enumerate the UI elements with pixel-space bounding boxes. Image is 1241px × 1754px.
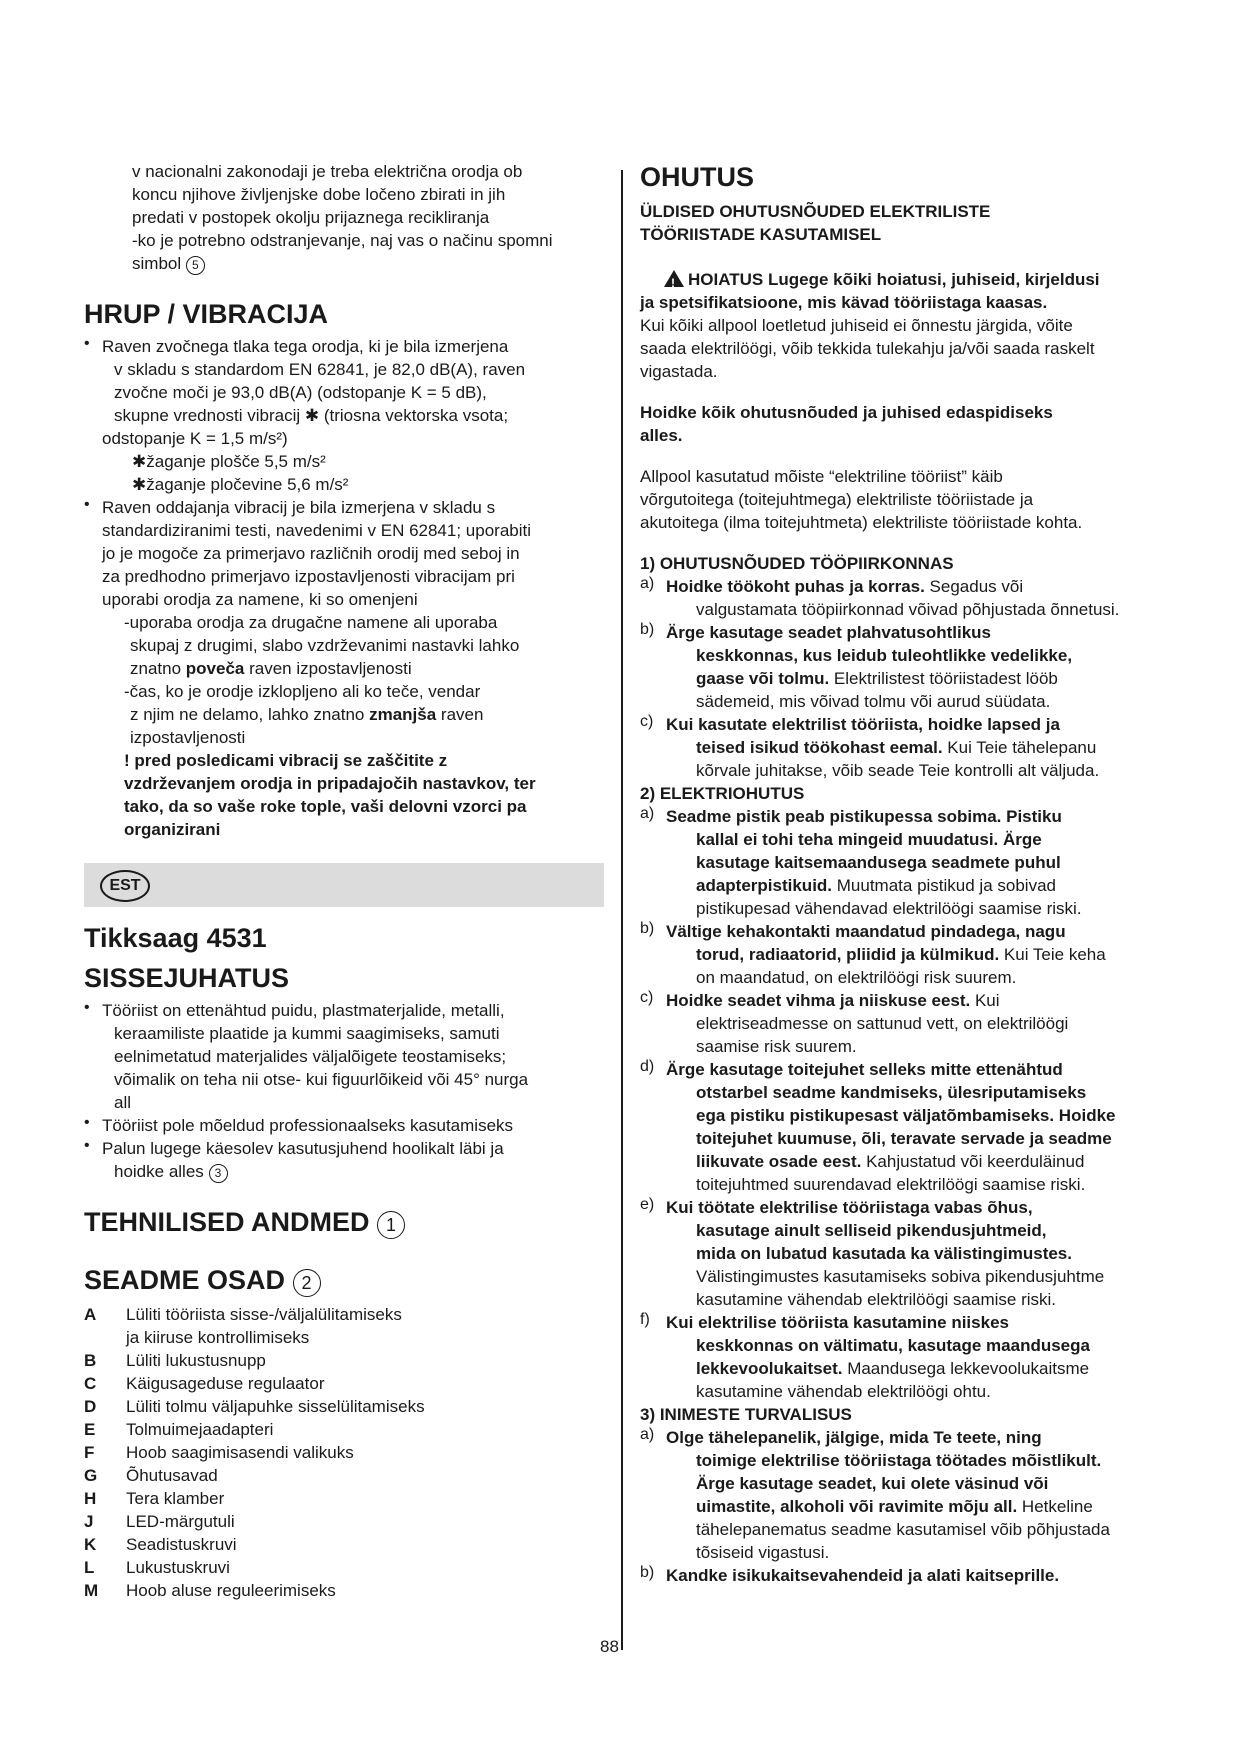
bullet-item xyxy=(84,335,604,496)
list-item xyxy=(640,805,1200,920)
text-line xyxy=(666,989,1200,1012)
text-line: kasutamine vähendab elektrilöögi saamise riski. xyxy=(696,1290,1057,1309)
part-letter: L xyxy=(84,1558,95,1577)
text-line: skupne vrednosti vibracij ✱ (triosna vektorska vsota; xyxy=(114,406,509,425)
part-label: Seadistuskruvi xyxy=(126,1535,237,1554)
text-line: saamise risk suurem. xyxy=(696,1037,857,1056)
text-fragment: Hoidke seadet vihma ja niiskuse eest. xyxy=(666,991,971,1010)
part-label: ja kiiruse kontrollimiseks xyxy=(126,1328,310,1347)
text-fragment: adapterpistikuid. xyxy=(696,876,833,895)
text-fragment: uimastite, alkoholi või ravimite mõju all. xyxy=(696,1497,1018,1516)
part-label: LED-märgutuli xyxy=(126,1512,235,1531)
text-fragment: raven izpostavljenosti xyxy=(244,659,412,678)
part-letter: G xyxy=(84,1466,98,1485)
part-letter xyxy=(84,1326,126,1349)
text-line: tõsiseid vigastusi. xyxy=(696,1543,830,1562)
text-line xyxy=(640,268,1200,291)
list-item xyxy=(640,989,1200,1058)
item-label: f) xyxy=(640,1311,650,1328)
text-line xyxy=(666,1150,1200,1173)
list-item xyxy=(640,575,1200,621)
text-line: Ärge kasutage toitejuhet selleks mitte ettenähtud xyxy=(666,1060,1063,1079)
text-line: organizirani xyxy=(124,820,221,839)
page-number: 88 xyxy=(600,1637,619,1656)
text-line: uporabi orodja za namene, ki so omenjeni xyxy=(102,590,418,609)
text-line: ! pred posledicami vibracij se zaščitite z xyxy=(124,751,448,770)
section-title-sissejuhatus: SISSEJUHATUS xyxy=(84,963,290,993)
text-fragment: Kahjustatud või keerduläinud xyxy=(861,1152,1085,1171)
section-title-hrup: HRUP / VIBRACIJA xyxy=(84,299,329,329)
list-item xyxy=(640,1058,1200,1196)
text-fragment: znatno xyxy=(130,659,186,678)
text-line: saada elektrilöögi, võib tekkida tulekahju ja/või saada raskelt xyxy=(640,339,1095,358)
text-line: standardiziranimi testi, navedenimi v EN 62841; uporabiti xyxy=(102,521,532,540)
text-fragment: liikuvate osade eest. xyxy=(696,1152,862,1171)
text-line: kõrvale juhitakse, võib seade Teie kontrolli alt väljuda. xyxy=(696,761,1100,780)
item-label: a) xyxy=(640,805,655,822)
subheading-line: TÖÖRIISTADE KASUTAMISEL xyxy=(640,225,882,244)
text-line xyxy=(666,874,1200,897)
language-badge: EST xyxy=(100,870,150,902)
text-line: skupaj z drugimi, slabo vzdrževanimi nastavki lahko xyxy=(130,636,520,655)
text-line: za predhodno primerjavo izpostavljenosti vibracijam pri xyxy=(102,567,515,586)
text-fragment: teised isikud töökohast eemal. xyxy=(696,738,943,757)
text-fragment: Kui Teie keha xyxy=(999,945,1106,964)
list-item xyxy=(84,1395,604,1418)
text-line: kasutamine vähendab elektrilöögi ohtu. xyxy=(696,1382,991,1401)
item-label: c) xyxy=(640,713,654,730)
list-item xyxy=(84,1418,604,1441)
item-label: a) xyxy=(640,575,655,592)
list-item xyxy=(84,1372,604,1395)
text-line: otstarbel seadme kandmiseks, ülesriputamiseks xyxy=(696,1083,1087,1102)
text-line: tähelepanematus seadme kasutamisel võib põhjustada xyxy=(696,1520,1110,1539)
list-item xyxy=(84,1349,604,1372)
figure-ref-2-icon: 2 xyxy=(293,1269,321,1297)
section-heading: 2) ELEKTRIOHUTUS xyxy=(640,784,805,803)
text-line: toitejuhet kuumuse, õli, teravate servade ja seadme xyxy=(696,1129,1112,1148)
text-line: alles. xyxy=(640,426,683,445)
part-label: Hoob aluse reguleerimiseks xyxy=(126,1581,336,1600)
text-line xyxy=(666,943,1200,966)
part-label: Lukustuskruvi xyxy=(126,1558,230,1577)
text-line xyxy=(666,1495,1200,1518)
text-line: on maandatud, on elektrilöögi risk suurem. xyxy=(696,968,1017,987)
text-line: valgustamata tööpiirkonnad võivad põhjustada õnnetusi. xyxy=(696,600,1120,619)
text-fragment: Kui Teie tähelepanu xyxy=(942,738,1097,757)
bullet-item xyxy=(84,1137,604,1183)
item-label: b) xyxy=(640,621,655,638)
text-fragment: torud, radiaatorid, pliidid ja külmikud. xyxy=(696,945,1000,964)
text-line xyxy=(666,1357,1200,1380)
text-fragment: HOIATUS Lugege kõiki hoiatusi, juhiseid, kirjeldusi xyxy=(688,270,1100,289)
list-item xyxy=(84,1464,604,1487)
text-line: elektriseadmesse on sattunud vett, on elektrilöögi xyxy=(696,1014,1069,1033)
list-item xyxy=(640,713,1200,782)
part-label: Lüliti lukustusnupp xyxy=(126,1351,266,1370)
column-divider xyxy=(621,170,623,1650)
text-line: Ärge kasutage seadet, kui olete väsinud või xyxy=(696,1474,1049,1493)
text-line xyxy=(124,657,604,680)
list-item xyxy=(84,1579,604,1602)
text-line: mida on lubatud kasutada ka välistingimustes. xyxy=(696,1244,1072,1263)
part-label: Hoob saagimisasendi valikuks xyxy=(126,1443,354,1462)
text-line: Kui kasutate elektrilist tööriista, hoidke lapsed ja xyxy=(666,715,1060,734)
text-line: eelnimetatud materjalides väljalõigete teostamiseks; xyxy=(114,1047,507,1066)
list-item xyxy=(84,1556,604,1579)
warning-block xyxy=(640,268,1200,383)
text-line: predati v postopek okolju prijaznega recikliranja xyxy=(132,208,490,227)
text-line: Ärge kasutage seadet plahvatusohtlikus xyxy=(666,623,991,642)
part-letter: E xyxy=(84,1420,96,1439)
text-line: jo je mogoče za primerjavo različnih orodij med seboj in xyxy=(102,544,520,563)
part-letter: D xyxy=(84,1397,97,1416)
item-label: e) xyxy=(640,1196,655,1213)
text-line xyxy=(666,575,1200,598)
part-letter: F xyxy=(84,1443,95,1462)
definition-note xyxy=(640,465,1200,534)
keep-instructions xyxy=(640,401,1200,447)
list-item xyxy=(84,1441,604,1464)
text-line: Kui kõiki allpool loetletud juhiseid ei õnnestu järgida, võite xyxy=(640,316,1073,335)
item-label: b) xyxy=(640,920,655,937)
text-line: zvočne moči je 93,0 dB(A) (odstopanje K = 5 dB), xyxy=(114,383,487,402)
text-line: võrgutoitega (toitejuhtmega) elektriliste tööriistade ja xyxy=(640,490,1034,509)
text-line: • Tööriist on ettenähtud puidu, plastmaterjalide, metalli, xyxy=(102,1001,505,1020)
bullet-item xyxy=(84,496,604,841)
text-line: -čas, ko je orodje izklopljeno ali ko teče, vendar xyxy=(124,682,481,701)
text-fragment: TEHNILISED ANDMED xyxy=(84,1207,370,1237)
text-line: pistikupesad vähendavad elektrilöögi saamise riski. xyxy=(696,899,1082,918)
text-line: vzdrževanjem orodja in pripadajočih nastavkov, ter xyxy=(124,774,536,793)
text-fragment: hoidke alles xyxy=(114,1162,204,1181)
text-line: • Tööriist pole mõeldud professionaalseks kasutamiseks xyxy=(102,1116,514,1135)
text-line: sädemeid, mis võivad tolmu või aurud süüdata. xyxy=(696,692,1051,711)
section-heading: 1) OHUTUSNÕUDED TÖÖPIIRKONNAS xyxy=(640,554,954,573)
list-item xyxy=(640,621,1200,713)
list-item xyxy=(640,1564,1200,1587)
text-line: Kandke isikukaitsevahendeid ja alati kaitseprille. xyxy=(666,1566,1060,1585)
text-fragment: raven xyxy=(436,705,484,724)
part-letter: A xyxy=(84,1305,97,1324)
text-fragment: zmanjša xyxy=(369,705,437,724)
text-fragment: SEADME OSAD xyxy=(84,1265,286,1295)
part-label: Õhutusavad xyxy=(126,1466,218,1485)
figure-ref-5-icon: 5 xyxy=(186,256,205,275)
text-line: ega pistiku pistikupesast väljatõmbamiseks. Hoidke xyxy=(696,1106,1116,1125)
text-line: Vältige kehakontakti maandatud pindadega, nagu xyxy=(666,922,1066,941)
section-heading: 3) INIMESTE TURVALISUS xyxy=(640,1405,852,1424)
part-label: Tolmuimejaadapteri xyxy=(126,1420,274,1439)
part-letter: K xyxy=(84,1535,97,1554)
text-line xyxy=(132,252,604,275)
bullet-item xyxy=(84,1114,604,1137)
text-line: • Raven oddajanja vibracij je bila izmerjena v skladu s xyxy=(102,498,496,517)
text-line: vigastada. xyxy=(640,362,718,381)
text-line: -uporaba orodja za drugačne namene ali uporaba xyxy=(124,613,498,632)
part-label: Käigusageduse regulaator xyxy=(126,1374,325,1393)
text-fragment: Muutmata pistikud ja sobivad xyxy=(832,876,1056,895)
right-column xyxy=(640,160,1200,1587)
figure-ref-3-icon: 3 xyxy=(209,1164,228,1183)
part-letter: C xyxy=(84,1374,97,1393)
text-line: Hoidke kõik ohutusnõuded ja juhised edaspidiseks xyxy=(640,403,1053,422)
text-fragment: lekkevoolukaitset. xyxy=(696,1359,843,1378)
text-line: Kui elektrilise tööriista kasutamine niiskes xyxy=(666,1313,1009,1332)
part-label: Lüliti tööriista sisse-/väljalülitamiseks xyxy=(126,1305,402,1324)
recycling-note xyxy=(84,160,604,275)
text-fragment: simbol xyxy=(132,254,182,273)
text-fragment: Segadus või xyxy=(924,577,1024,596)
subheading-line: ÜLDISED OHUTUSNÕUDED ELEKTRILISTE xyxy=(640,202,991,221)
left-column xyxy=(84,160,604,1602)
text-line xyxy=(124,703,604,726)
text-fragment: poveča xyxy=(185,659,245,678)
text-line: Seadme pistik peab pistikupessa sobima. Pistiku xyxy=(666,807,1062,826)
text-line: kasutage kaitsemaandusega seadmete puhul xyxy=(696,853,1061,872)
list-item xyxy=(84,1326,604,1349)
language-band xyxy=(84,863,604,907)
text-line xyxy=(102,1160,604,1183)
text-line: ✱žaganje pločevine 5,6 m/s² xyxy=(132,475,349,494)
text-line: tako, da so vaše roke tople, vaši delovni vzorci pa xyxy=(124,797,527,816)
text-line: keskkonnas, kus leidub tuleohtlikke vedelikke, xyxy=(696,646,1073,665)
part-letter: M xyxy=(84,1581,99,1600)
text-line: ✱žaganje plošče 5,5 m/s² xyxy=(132,452,326,471)
text-line: • Raven zvočnega tlaka tega orodja, ki je bila izmerjena xyxy=(102,337,509,356)
list-item xyxy=(640,1426,1200,1564)
list-item xyxy=(84,1303,604,1326)
item-label: d) xyxy=(640,1058,655,1075)
text-fragment: Elektrilistest tööriistadest lööb xyxy=(829,669,1058,688)
text-fragment: Maandusega lekkevoolukaitsme xyxy=(842,1359,1090,1378)
text-fragment: Hetkeline xyxy=(1017,1497,1093,1516)
warning-icon xyxy=(664,270,684,287)
item-label: c) xyxy=(640,989,654,1006)
text-line xyxy=(666,736,1200,759)
text-line: toitejuhtmed suurendavad elektrilöögi saamise riski. xyxy=(696,1175,1086,1194)
product-title: Tikksaag 4531 xyxy=(84,923,267,953)
section-title-tehnilised xyxy=(84,1205,604,1239)
text-fragment: z njim ne delamo, lahko znatno xyxy=(130,705,370,724)
text-line xyxy=(666,667,1200,690)
parts-list xyxy=(84,1303,604,1602)
text-line: toimige elektrilise tööriistaga töötades mõistlikult. xyxy=(696,1451,1102,1470)
dash-list xyxy=(102,611,604,841)
part-label: Tera klamber xyxy=(126,1489,225,1508)
text-line: kasutage ainult selliseid pikendusjuhtmeid, xyxy=(696,1221,1047,1240)
text-line: -ko je potrebno odstranjevanje, naj vas o načinu spomni xyxy=(132,231,553,250)
text-fragment: gaase või tolmu. xyxy=(696,669,830,688)
item-label: b) xyxy=(640,1564,655,1581)
part-letter: J xyxy=(84,1512,94,1531)
text-fragment: Hoidke töökoht puhas ja korras. xyxy=(666,577,925,596)
list-item xyxy=(640,1311,1200,1403)
list-item xyxy=(640,920,1200,989)
text-fragment: Kui xyxy=(970,991,1000,1010)
text-line: odstopanje K = 1,5 m/s²) xyxy=(102,429,288,448)
list-item xyxy=(84,1533,604,1556)
part-letter: B xyxy=(84,1351,97,1370)
text-line: keskkonnas on vältimatu, kasutage maandusega xyxy=(696,1336,1090,1355)
part-letter: H xyxy=(84,1489,97,1508)
text-line: all xyxy=(114,1093,132,1112)
text-line: izpostavljenosti xyxy=(130,728,246,747)
list-item xyxy=(84,1487,604,1510)
list-item xyxy=(640,1196,1200,1311)
item-label: a) xyxy=(640,1426,655,1443)
section-title-seadme-osad xyxy=(84,1263,604,1297)
text-line: Kui töötate elektrilise tööriistaga vabas õhus, xyxy=(666,1198,1033,1217)
section-title-ohutus: OHUTUS xyxy=(640,162,754,192)
text-line: v nacionalni zakonodaji je treba električna orodja ob xyxy=(132,162,523,181)
part-label: Lüliti tolmu väljapuhke sisselülitamiseks xyxy=(126,1397,425,1416)
text-line: Olge tähelepanelik, jälgige, mida Te teete, ning xyxy=(666,1428,1042,1447)
list-item xyxy=(84,1510,604,1533)
text-line: kallal ei tohi teha mingeid muudatusi. Ärge xyxy=(696,830,1042,849)
text-line: keraamiliste plaatide ja kummi saagimiseks, samuti xyxy=(114,1024,500,1043)
text-line: Allpool kasutatud mõiste “elektriline tööriist” käib xyxy=(640,467,1003,486)
text-line: v skladu s standardom EN 62841, je 82,0 dB(A), raven xyxy=(114,360,526,379)
text-line: • Palun lugege käesolev kasutusjuhend hoolikalt läbi ja xyxy=(102,1139,504,1158)
text-line: Välistingimustes kasutamiseks sobiva pikendusjuhtme xyxy=(696,1267,1105,1286)
text-line: võimalik on teha nii otse- kui figuurlõikeid või 45° nurga xyxy=(114,1070,529,1089)
bullet-item xyxy=(84,999,604,1114)
text-line: koncu njihove življenjske dobe ločeno zbirati in jih xyxy=(132,185,506,204)
figure-ref-1-icon: 1 xyxy=(377,1211,405,1239)
text-line: ja spetsifikatsioone, mis kävad tööriistaga kaasas. xyxy=(640,293,1048,312)
text-line: akutoitega (ilma toitejuhtmeta) elektriliste tööriistade kohta. xyxy=(640,513,1083,532)
